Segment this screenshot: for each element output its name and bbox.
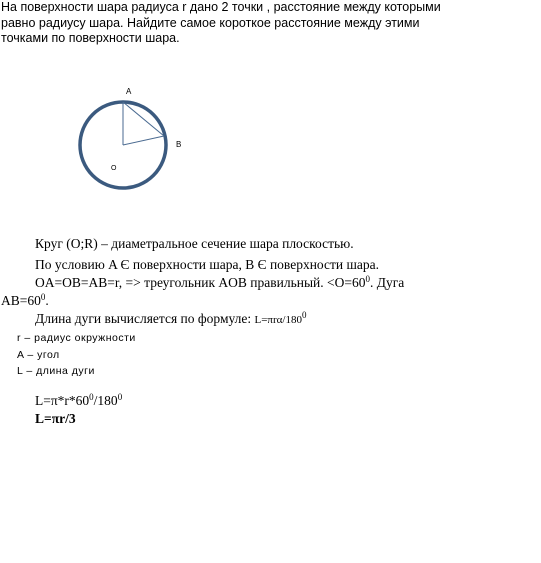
solution-line-3 (35, 275, 404, 291)
solution-line-1: Круг (O;R) – диаметральное сечение шара плоскостью. (35, 236, 354, 251)
problem-line-1: На поверхности шара радиуса r дано 2 точки , расстояние между которыми (1, 0, 441, 14)
problem-statement (1, 0, 441, 47)
point-a-label: A (126, 87, 132, 96)
final-answer: L=πr/3 (35, 411, 76, 426)
legend-a: A – угол (17, 349, 60, 361)
degree-superscript: 0 (301, 310, 307, 320)
degree-superscript: 0 (117, 392, 123, 402)
legend-l: L – длина дуги (17, 365, 95, 377)
result-line-1 (35, 393, 122, 409)
problem-line-3: точками по поверхности шара. (1, 31, 180, 45)
degree-superscript: 0 (40, 292, 46, 302)
degree-superscript: 0 (89, 392, 94, 402)
problem-line-2: равно радиусу шара. Найдите самое короткое расстояние между этими (1, 15, 420, 30)
legend-r: r – радиус окружности (17, 332, 136, 344)
point-o-label: O (111, 165, 117, 172)
solution-line-4-end: . (45, 293, 49, 308)
arc-formula: L=πrα/180 (254, 314, 302, 326)
solution-line-4-text: AB=60 (1, 293, 41, 308)
solution-line-4 (1, 293, 49, 309)
point-b-label: B (176, 140, 182, 149)
result-formula: L=π*r*60 (35, 393, 90, 408)
solution-line-2: По условию A Є поверхности шара, B Є поверхности шара. (35, 257, 380, 272)
circle-diagram (70, 80, 200, 200)
solution-line-5 (35, 311, 306, 327)
radius-ob (123, 136, 164, 145)
solution-line-3-text: OA=OB=AB=r, => треугольник AOB правильный. <O=60 (35, 275, 366, 290)
arc-formula-intro: Длина дуги вычисляется по формуле: (35, 311, 255, 326)
result-formula-divisor: /180 (93, 393, 118, 408)
solution-line-3-end: . Дуга (370, 275, 405, 290)
degree-superscript: 0 (365, 274, 371, 284)
